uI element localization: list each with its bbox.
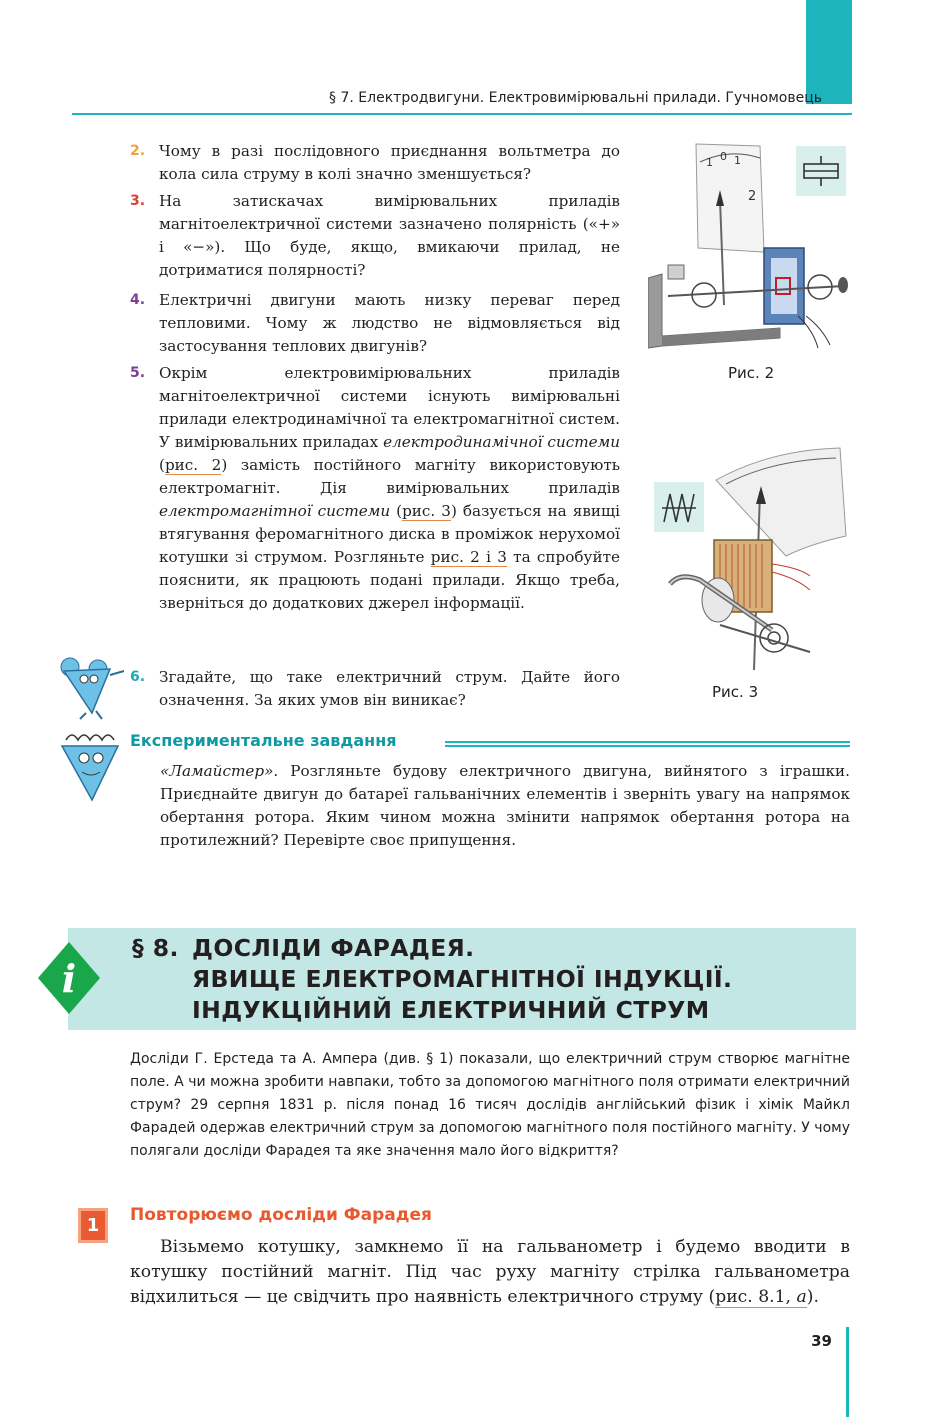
thinking-mascot-icon [50, 655, 130, 720]
scale-label: 1 [706, 156, 713, 169]
symbol-electromagnetic-icon [654, 482, 704, 532]
scale-label: 2 [748, 189, 757, 204]
question-6 [130, 666, 620, 712]
experiment-text: «Ламайстер». Розгляньте будову електричного двигуна, вийнятого з іграшки. Приєднайте двигун до батареї гальванічних елементів і зверніть увагу на напрямок обертання ротора. Яким чином можна змінити напрямок обертання ротора на протилежний? Перевірте своє припущення. [160, 762, 850, 849]
subsection-number: 1 [81, 1211, 105, 1240]
scale-label: 0 [720, 150, 727, 163]
figure-3-electromagnetic-meter [660, 440, 860, 680]
section-intro: Досліди Г. Ерстеда та А. Ампера (див. § 1) показали, що електричний струм створює магнітне поле. А чи можна зробити навпаки, тобто за допомогою магнітного поля отримати електричний струм? 29 серпня 1831 р. після понад 16 тисяч дослідів англійський фізик і хімік Майкл Фарадей одержав електричний струм за допомогою магнітного поля постійного магніту. У чому полягали досліди Фарадея та яке значення мало його відкриття? [130, 1051, 850, 1159]
body-paragraph: Візьмемо котушку, замкнемо її на гальванометр і будемо вводити в котушку постійний магніт. Під час руху магніту стрілка гальванометра відхилиться — це свідчить про наявність електричного струму (рис. 8.1, а). [130, 1237, 850, 1307]
heading-rule [445, 745, 850, 747]
question-number: 3. [130, 193, 146, 209]
question-text: Чому в разі послідовного приєднання вольтметра до кола сила струму в колі значно зменшується? [159, 142, 620, 183]
page-rule [846, 1327, 849, 1417]
header-rule [72, 113, 852, 115]
section-title-line: ІНДУКЦІЙНИЙ ЕЛЕКТРИЧНИЙ СТРУМ [192, 996, 710, 1024]
running-head: § 7. Електродвигуни. Електровимірювальні прилади. Гучномовець [329, 90, 822, 106]
figure-3-caption: Рис. 3 [712, 683, 759, 701]
question-text: Згадайте, що таке електричний струм. Дайте його означення. За яких умов він виникає? [159, 668, 620, 709]
figure-link[interactable]: рис. 3 [402, 502, 451, 520]
question-5 [130, 362, 620, 615]
question-number: 6. [130, 669, 146, 685]
figure-link[interactable]: рис. 8.1, а [715, 1287, 807, 1307]
question-3 [130, 190, 620, 282]
experiment-heading: Експериментальне завдання [130, 731, 397, 750]
question-text: Електричні двигуни мають низку переваг перед тепловими. Чому ж людство не відмовляється від застосування теплових двигунів? [159, 291, 620, 355]
experiment-mascot-icon [52, 726, 130, 806]
figure-2-caption: Рис. 2 [728, 364, 775, 382]
question-text: Окрім електровимірювальних приладів магнітоелектричної системи існують вимірювальні прилади електродинамічної та електромагнітної систем. У вимірювальних приладах електродинамічної системи (рис. 2) замість постійного магніту використовують електромагніт. Дія вимірювальних приладів електромагнітної системи (рис. 3) базується на явищі втягування феромагнітного диска в проміжок нерухомої котушки зі струмом. Розгляньте рис. 2 і 3 та спробуйте пояснити, як працюють подані прилади. Якщо треба, зверніться до додаткових джерел інформації. [159, 364, 621, 612]
question-number: 4. [130, 292, 146, 308]
section-title-line: ЯВИЩЕ ЕЛЕКТРОМАГНІТНОЇ ІНДУКЦІЇ. [192, 965, 733, 993]
heading-rule [445, 741, 850, 743]
figure-link[interactable]: рис. 2 [164, 456, 222, 474]
info-diamond-icon [36, 940, 102, 1016]
question-2 [130, 140, 620, 186]
corner-tab [806, 0, 852, 104]
figure-link[interactable]: рис. 2 і 3 [430, 548, 507, 566]
question-number: 2. [130, 143, 146, 159]
question-number: 5. [130, 365, 146, 381]
symbol-electrodynamic-icon [796, 146, 846, 196]
svg-text:i: i [61, 956, 77, 1001]
question-4 [130, 289, 620, 358]
section-number: § 8. [132, 934, 179, 962]
section-title-line: ДОСЛІДИ ФАРАДЕЯ. [192, 934, 475, 962]
page-number: 39 [811, 1332, 832, 1350]
question-text: На затискачах вимірювальних приладів магнітоелектричної системи зазначено полярність («+» і «−»). Що буде, якщо, вмикаючи прилад, не дотриматися полярності? [159, 192, 620, 279]
scale-label: 1 [734, 154, 741, 167]
subsection-title: Повторюємо досліди Фарадея [130, 1205, 432, 1225]
